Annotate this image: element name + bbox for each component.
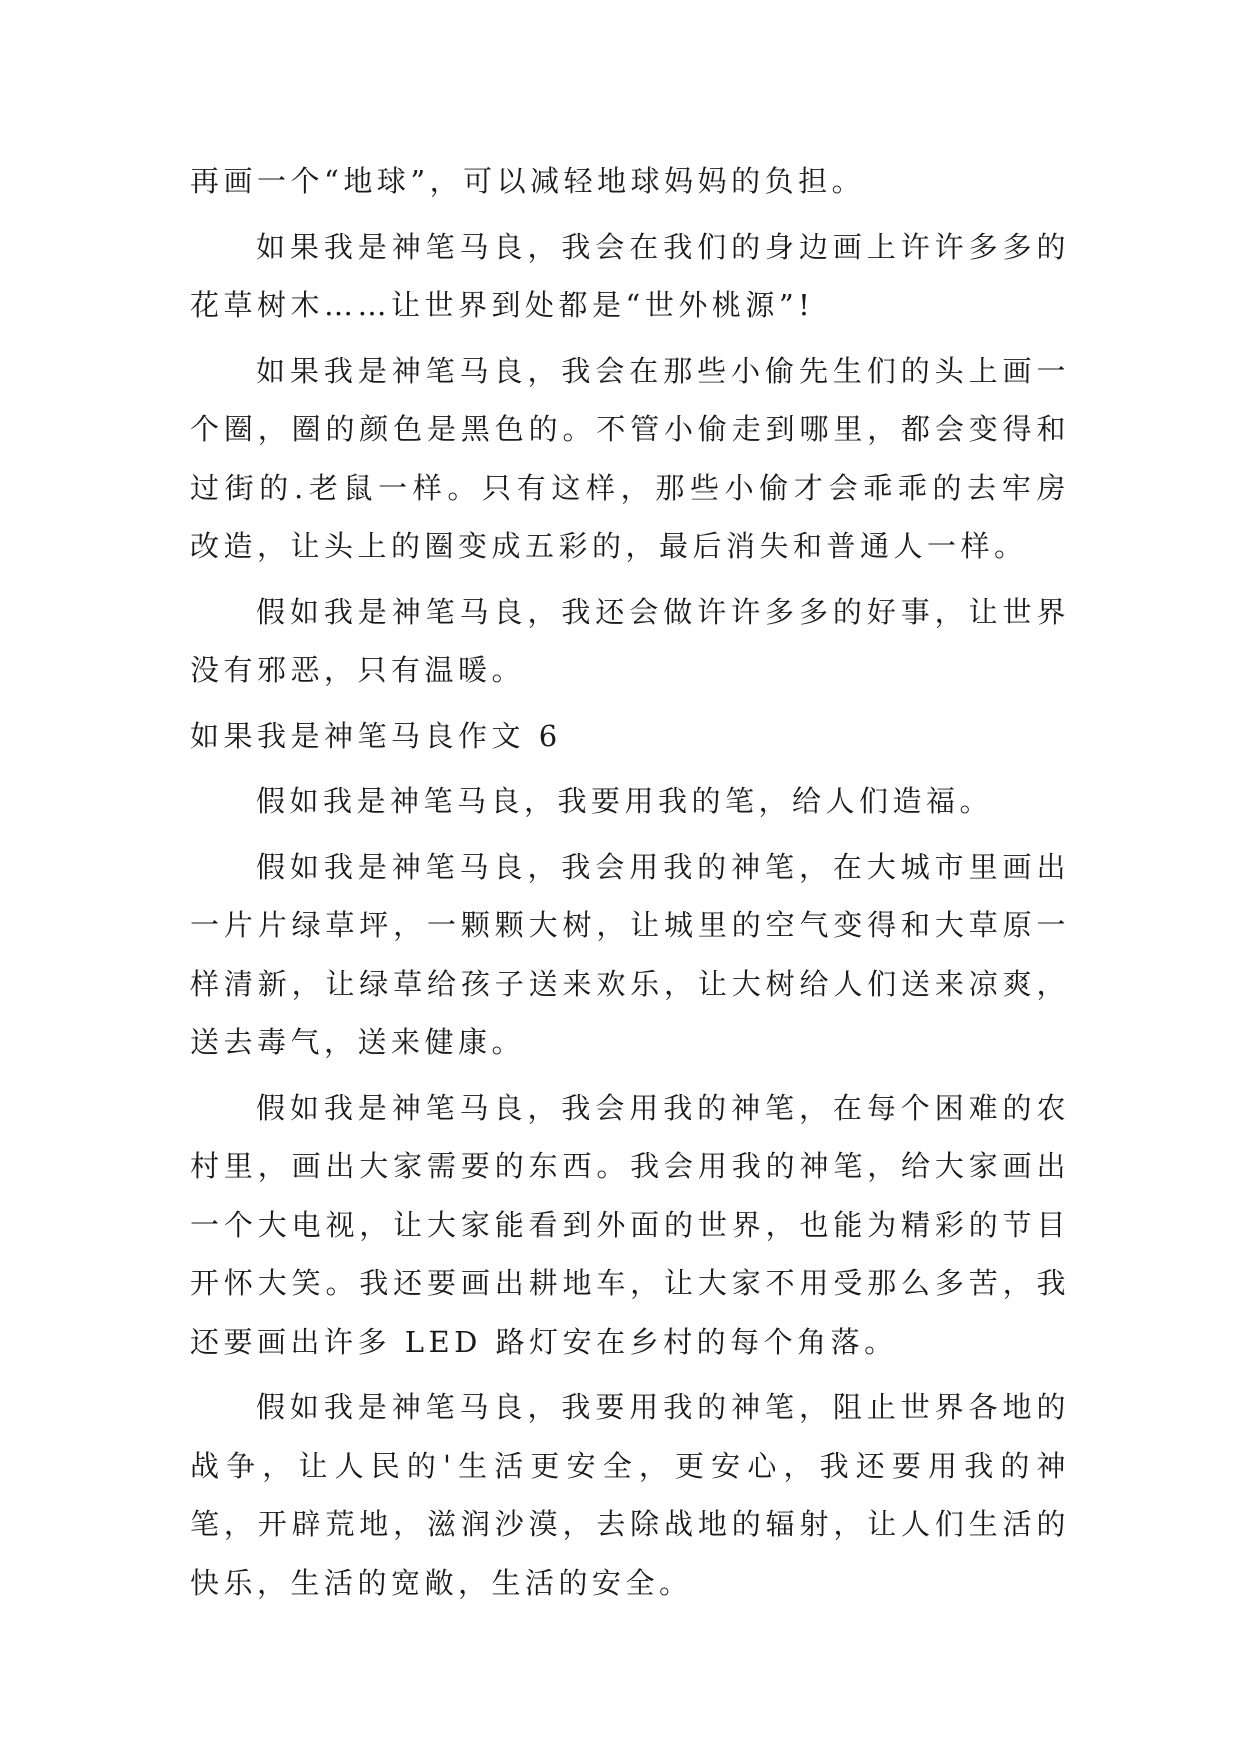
paragraph-thieves: 如果我是神笔马良，我会在那些小偷先生们的头上画一个圈，圈的颜色是黑色的。不管小偷走到哪里，都会变得和过街的.老鼠一样。只有这样，那些小偷才会乖乖的去牢房改造，让头上的圈变成五彩的，最后消失和普通人一样。	[190, 353, 1070, 563]
paragraph-village: 假如我是神笔马良，我会用我的神笔，在每个困难的农村里，画出大家需要的东西。我会用我的神笔，给大家画出一个大电视，让大家能看到外面的世界，也能为精彩的节目开怀大笑。我还要画出耕地车，让大家不用受那么多苦，我还要画出许多 LED 路灯安在乡村的每个角落。	[190, 1090, 1070, 1359]
paragraph-good-deeds: 假如我是神笔马良，我还会做许许多多的好事，让世界没有邪恶，只有温暖。	[190, 594, 1070, 687]
paragraph-continuation: 再画一个“地球”，可以减轻地球妈妈的负担。	[190, 164, 866, 198]
paragraph-flowers: 如果我是神笔马良，我会在我们的身边画上许许多多的花草树木……让世界到处都是“世外桃源”!	[190, 229, 1070, 322]
paragraph-city: 假如我是神笔马良，我会用我的神笔，在大城市里画出一片片绿草坪，一颗颗大树，让城里的空气变得和大草原一样清新，让绿草给孩子送来欢乐，让大树给人们送来凉爽，送去毒气，送来健康。	[190, 849, 1070, 1059]
paragraph-bless: 假如我是神笔马良，我要用我的笔，给人们造福。	[256, 784, 994, 818]
document-page	[190, 152, 1070, 1619]
paragraph-war: 假如我是神笔马良，我要用我的神笔，阻止世界各地的战争，让人民的'生活更安全，更安心，我还要用我的神笔，开辟荒地，滋润沙漠，去除战地的辐射，让人们生活的快乐，生活的宽敞，生活的安全。	[190, 1390, 1070, 1600]
section-title: 如果我是神笔马良作文 6	[190, 718, 562, 753]
